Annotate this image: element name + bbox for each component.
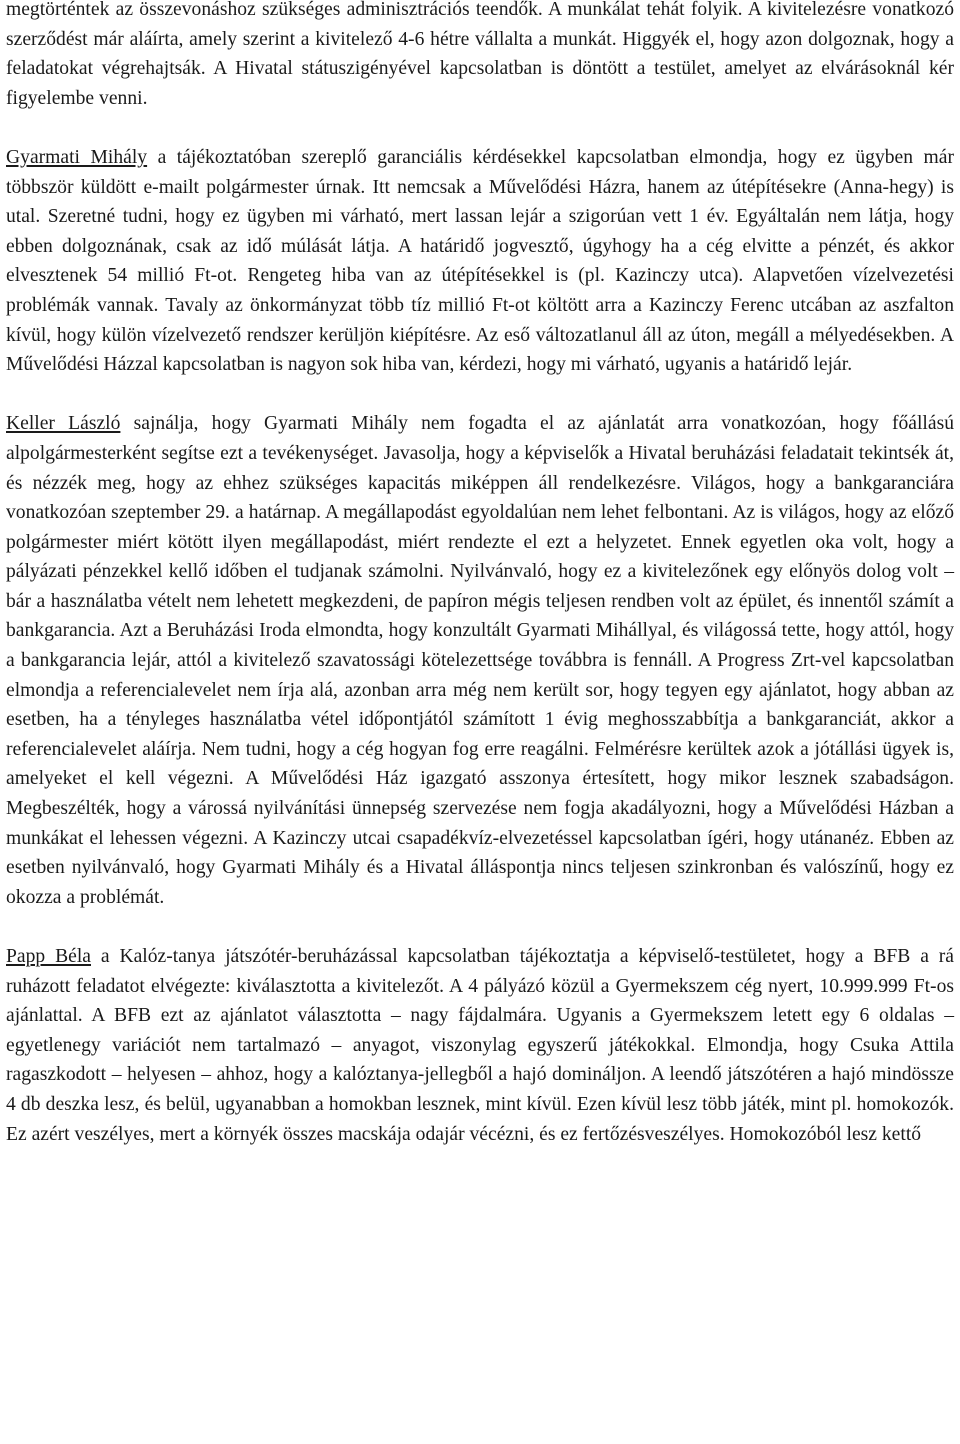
paragraph-text: megtörténtek az összevonáshoz szükséges adminisztrációs teendők. A munkálat tehát folyik. A kivitelezésre vonatkozó szerződést már aláírta, amely szerint a kivitelező 4-6 hétre vállalta a munkát. Higgyék el, hogy azon dolgoznak, hogy a feladatokat végrehajtsák. A Hivatal státuszigényével kapcsolatban is döntött a testület, amelyet az elvárásoknál kér figyelembe venni. [6, 0, 954, 109]
speaker-name: Gyarmati Mihály [6, 146, 148, 168]
paragraph-keller [6, 409, 954, 912]
speaker-name: Keller László [6, 413, 121, 435]
paragraph-text: a tájékoztatóban szereplő garanciális kérdésekkel kapcsolatban elmondja, hogy ez ügyben már többször küldött e-mailt polgármester úrnak. Itt nemcsak a Művelődési Házra, hanem az útépítésekre (Anna-hegy) is utal. Szeretné tudni, hogy ez ügyben mi várható, mert lassan lejár a szigorúan vett 1 év. Egyáltalán nem látja, hogy ebben dolgoznának, csak az idő múlását látja. A határidő jogvesztő, úgyhogy ha a cég elvitte a pénzét, és akkor elvesztenek 54 millió Ft-ot. Rengeteg hiba van az útépítésekkel is (pl. Kazinczy utca). Alapvetően vízelvezetési problémák vannak. Tavaly az önkormányzat több tíz millió Ft-ot költött arra a Kazinczy Ferenc utcában az aszfalton kívül, hogy külön vízelvezető rendszer kerüljön kiépítésre. Az eső változatlanul áll az úton, megáll a mélyedésekben. A Művelődési Házzal kapcsolatban is nagyon sok hiba van, kérdezi, hogy mi várható, ugyanis a határidő lejár. [6, 146, 954, 376]
paragraph-continuation [6, 0, 954, 113]
paragraph-papp [6, 942, 954, 1149]
speaker-name: Papp Béla [6, 946, 91, 967]
paragraph-text: a Kalóz-tanya játszótér-beruházással kapcsolatban tájékoztatja a képviselő-testületet, hogy a BFB a rá ruházott feladatot elvégezte: kiválasztotta a kivitelezőt. A 4 pályázó közül a Gyermekszem cég nyert, 10.999.999 Ft-os ajánlattal. A BFB ezt az ajánlatot választotta – nagy fájdalmára. Ugyanis a Gyermekszem letett egy 6 oldalas – egyetlenegy variációt nem tartalmazó – anyagot, viszonylag egyszerű játékokkal. Elmondja, hogy Csuka Attila ragaszkodott – helyesen – ahhoz, hogy a kalóztanya-jellegből a hajó domináljon. A leendő játszótéren a hajó mindössze 4 db deszka lesz, és belül, ugyanabban a homokban lesznek, mint kívül. Ezen kívül lesz több játék, mint pl. homokozók. Ez azért veszélyes, mert a környék összes macskája odajár vécézni, és ez fertőzésveszélyes. Homokozóból lesz kettő [6, 946, 954, 1145]
paragraph-gyarmati [6, 143, 954, 380]
paragraph-text: sajnálja, hogy Gyarmati Mihály nem fogadta el az ajánlatát arra vonatkozóan, hogy főállású alpolgármesterként segítse ezt a tevékenységet. Javasolja, hogy a képviselők a Hivatal beruházási feladatait tekintsék át, és nézzék meg, hogy az ehhez szükséges kapacitás miképpen áll rendelkezésre. Világos, hogy a bankgaranciára vonatkozóan szeptember 29. a határnap. A megállapodást egyoldalúan nem lehet felbontani. Az is világos, hogy az előző polgármester miért kötött ilyen megállapodást, miért rendezte el ezt a helyzetet. Ennek egyetlen oka volt, hogy a pályázati pénzekkel kellő időben el tudjanak számolni. Nyilvánvaló, hogy ez a kivitelezőnek egy előnyös dolog volt – bár a használatba vételt nem lehetett megkezdeni, de papíron mégis teljesen rendben volt az épület, és innentől számít a bankgarancia. Azt a Beruházási Iroda elmondta, hogy konzultált Gyarmati Mihállyal, és világossá tette, hogy attól, hogy a bankgarancia lejár, attól a kivitelező szavatossági kötelezettsége továbbra is fennáll. A Progress Zrt-vel kapcsolatban elmondja a referencialevelet nem írja alá, azonban arra még nem került sor, hogy tegyen egy ajánlatot, hogy abban az esetben, ha a tényleges használatba vétel időpontjától számított 1 évig meghosszabbítja a bankgaranciát, akkor a referencialevelet aláírja. Nem tudni, hogy a cég hogyan fog erre reagálni. Felmérésre kerültek azok a jótállási ügyek is, amelyeket el kell végezni. A Művelődési Ház igazgató asszonya értesített, hogy mikor lesznek szabadságon. Megbeszélték, hogy a várossá nyilvánítási ünnepség szervezése nem fogja akadályozni, hogy a Művelődési Házban a munkákat el lehessen végezni. A Kazinczy utcai csapadékvíz-elvezetéssel kapcsolatban ígéri, hogy utánanéz. Ebben az esetben nyilvánvaló, hogy Gyarmati Mihály és a Hivatal álláspontja nincs teljesen szinkronban és valószínű, hogy ez okozza a problémát. [6, 413, 954, 908]
